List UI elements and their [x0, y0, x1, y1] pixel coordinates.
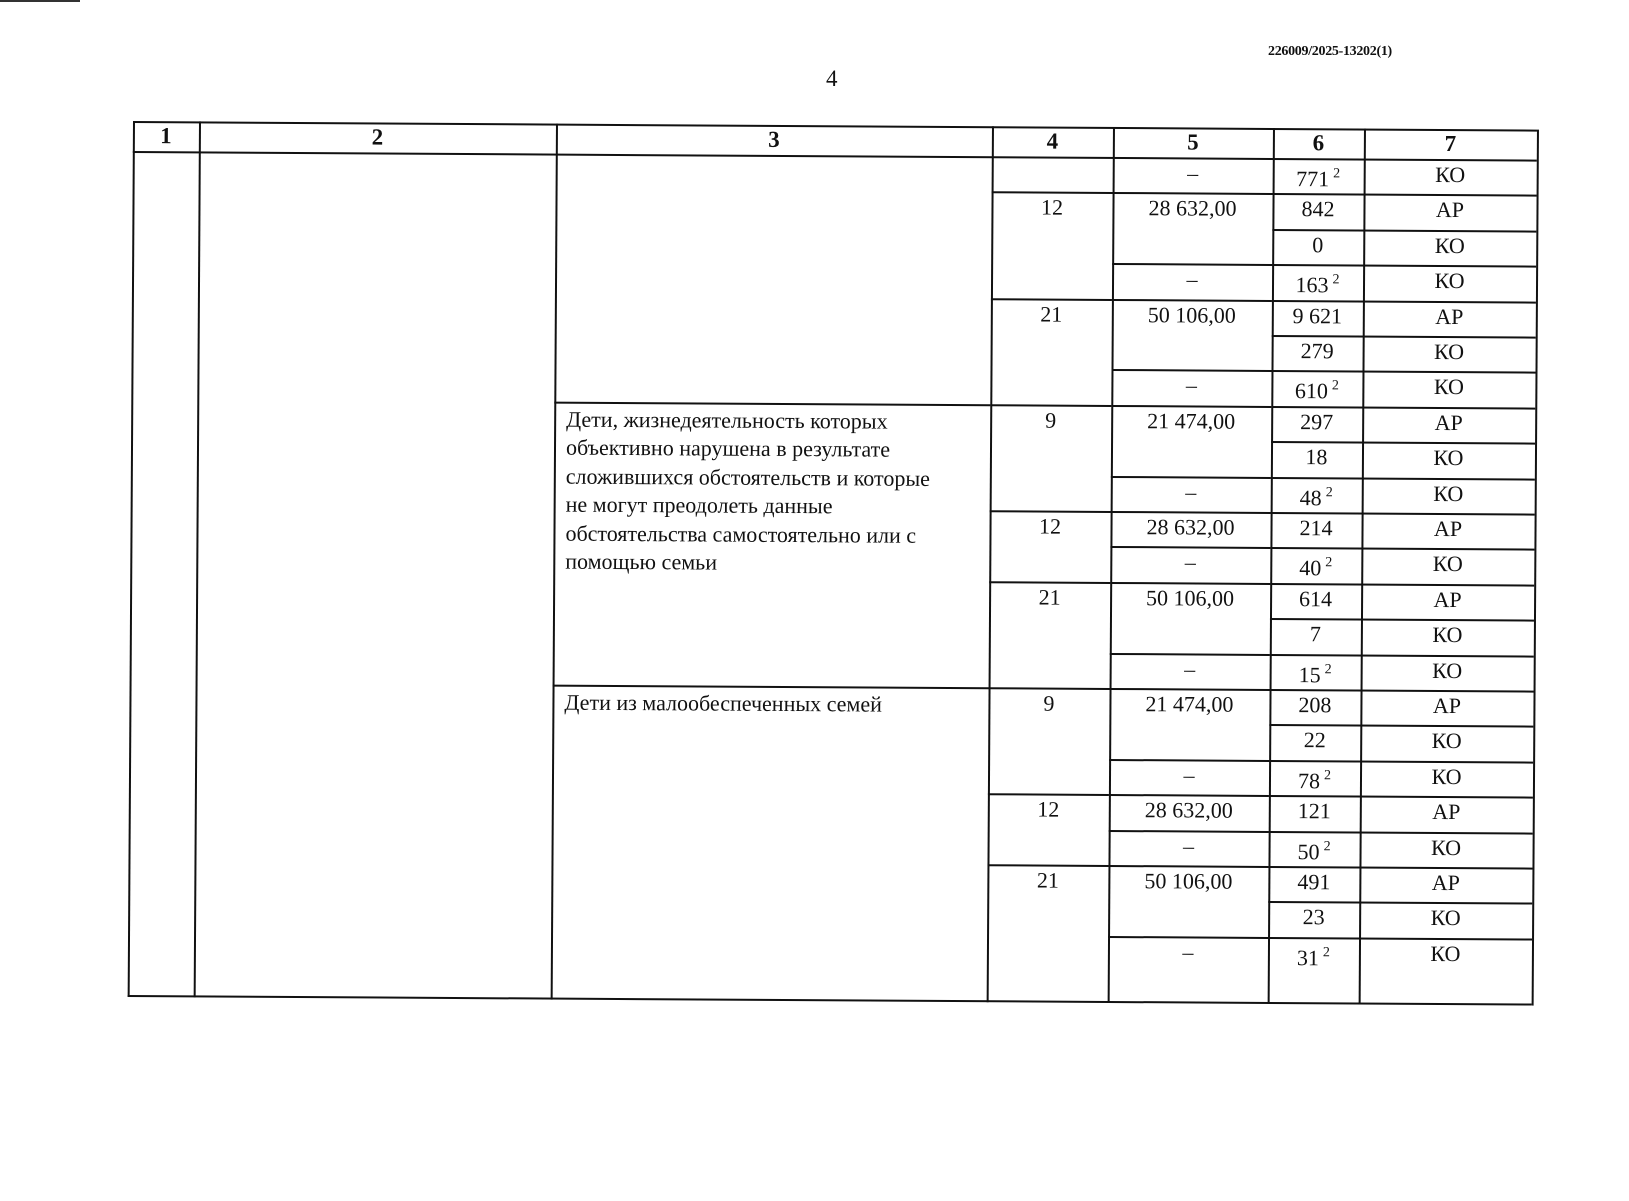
- footnote-ref: 2: [1332, 272, 1340, 288]
- count-value: 491: [1297, 869, 1331, 895]
- count-cell: [1272, 265, 1363, 301]
- code-cell: КО: [1431, 728, 1462, 754]
- count-value: 15: [1298, 661, 1321, 687]
- age-cell: 9: [1043, 690, 1055, 716]
- code-cell: АР: [1433, 586, 1462, 612]
- count-value: 23: [1302, 904, 1325, 930]
- footnote-ref: 2: [1331, 378, 1339, 394]
- amount-cell: 28 632,00: [1148, 195, 1237, 222]
- column-header-3: 3: [768, 126, 780, 152]
- code-cell: КО: [1432, 551, 1463, 577]
- footnote-ref: 2: [1325, 555, 1333, 571]
- count-cell: [1269, 761, 1360, 797]
- count-cell: [1270, 513, 1361, 544]
- count-cell: [1270, 548, 1361, 584]
- count-value: 78: [1297, 767, 1321, 794]
- footnote-ref: 2: [1324, 661, 1332, 677]
- amount-cell: –: [1182, 939, 1194, 965]
- count-value: 48: [1299, 484, 1322, 510]
- count-cell: [1272, 194, 1363, 225]
- count-cell: [1268, 867, 1359, 898]
- column-rule: [128, 121, 135, 997]
- footnote-ref: 2: [1322, 945, 1330, 961]
- code-cell: АР: [1435, 197, 1465, 223]
- count-cell: [1268, 902, 1359, 933]
- amount-cell: –: [1185, 372, 1197, 398]
- table-border-bottom: [128, 995, 1532, 1006]
- code-cell: АР: [1433, 515, 1463, 542]
- scan-corner-mark: [0, 0, 80, 2]
- code-cell: КО: [1434, 268, 1465, 294]
- count-value: 214: [1299, 515, 1333, 541]
- amount-cell: 50 106,00: [1146, 584, 1235, 611]
- age-cell: 21: [1038, 584, 1061, 610]
- amount-cell: –: [1186, 266, 1198, 292]
- code-cell: АР: [1432, 692, 1462, 719]
- count-cell: [1271, 478, 1362, 514]
- amount-cell: –: [1184, 656, 1196, 682]
- code-cell: КО: [1433, 374, 1464, 400]
- column-header-1: 1: [160, 123, 172, 149]
- column-header-7: 7: [1444, 131, 1457, 157]
- age-cell: 21: [1036, 867, 1059, 893]
- column-header-6: 6: [1312, 130, 1325, 156]
- code-cell: КО: [1432, 622, 1463, 648]
- count-value: 163: [1295, 272, 1329, 298]
- count-cell: [1270, 584, 1361, 615]
- count-value: 771: [1296, 166, 1330, 192]
- count-cell: [1273, 159, 1364, 195]
- page-number: 4: [826, 66, 838, 91]
- age-cell: 12: [1037, 796, 1060, 822]
- code-cell: КО: [1435, 161, 1466, 188]
- count-cell: [1272, 301, 1363, 332]
- footnote-ref: 2: [1325, 484, 1333, 500]
- code-cell: КО: [1433, 445, 1464, 471]
- code-cell: КО: [1430, 940, 1461, 966]
- count-cell: [1268, 832, 1359, 868]
- footnote-ref: 2: [1323, 768, 1332, 784]
- amount-cell: –: [1184, 549, 1196, 575]
- count-value: 208: [1298, 692, 1332, 718]
- footnote-ref: 2: [1333, 166, 1341, 182]
- count-value: 9 621: [1292, 302, 1343, 328]
- amount-cell: 21 474,00: [1145, 691, 1234, 717]
- age-cell: 12: [1038, 513, 1062, 539]
- count-value: 22: [1303, 727, 1326, 753]
- age-cell: 21: [1040, 301, 1063, 327]
- count-cell: [1272, 336, 1363, 367]
- count-cell: [1271, 442, 1362, 473]
- code-cell: АР: [1432, 799, 1461, 825]
- count-value: 610: [1294, 378, 1328, 404]
- column-header-2: 2: [371, 124, 384, 150]
- amount-cell: 50 106,00: [1144, 868, 1233, 894]
- count-cell: [1271, 371, 1362, 407]
- count-cell: [1269, 796, 1360, 827]
- code-cell: АР: [1435, 303, 1464, 329]
- count-cell: [1269, 725, 1360, 756]
- count-value: 279: [1300, 338, 1334, 364]
- code-cell: КО: [1432, 657, 1463, 683]
- amount-cell: –: [1185, 479, 1197, 505]
- count-value: 121: [1297, 798, 1331, 824]
- code-cell: КО: [1434, 232, 1465, 258]
- footnote-ref: 2: [1323, 838, 1331, 854]
- count-cell: [1272, 230, 1363, 261]
- count-value: 0: [1312, 232, 1324, 258]
- amount-cell: –: [1187, 160, 1199, 186]
- code-cell: КО: [1434, 338, 1465, 365]
- code-cell: АР: [1434, 409, 1463, 435]
- data-table: [127, 121, 1599, 1048]
- count-value: 31: [1296, 944, 1319, 971]
- count-value: 40: [1299, 555, 1322, 581]
- count-cell: [1271, 407, 1362, 438]
- column-rule: [551, 124, 558, 1000]
- amount-cell: 50 106,00: [1147, 301, 1236, 328]
- count-cell: [1270, 655, 1361, 691]
- code-cell: КО: [1431, 763, 1462, 789]
- amount-cell: –: [1183, 762, 1195, 788]
- code-cell: КО: [1430, 905, 1461, 931]
- count-value: 50: [1297, 838, 1320, 864]
- amount-cell: 28 632,00: [1146, 514, 1235, 540]
- code-cell: КО: [1433, 480, 1464, 506]
- count-value: 842: [1301, 196, 1335, 222]
- count-cell: [1268, 938, 1359, 974]
- count-value: 614: [1299, 585, 1333, 612]
- category-label: Дети из малообеспеченных семей: [564, 689, 883, 717]
- column-header-5: 5: [1187, 129, 1199, 155]
- age-cell: 9: [1045, 407, 1057, 433]
- amount-cell: 21 474,00: [1147, 407, 1236, 434]
- category-label: Дети, жизнедеятельность которых объективно нарушена в результате сложившихся обстоятельств и которые не могут преодолеть данные обстоятельства самостоятельно или с помощью семьи: [565, 406, 931, 575]
- count-value: 297: [1300, 408, 1334, 435]
- count-value: 7: [1309, 621, 1321, 647]
- count-cell: [1269, 690, 1360, 721]
- document-number: 226009/2025-13202(1): [1268, 44, 1392, 59]
- amount-cell: 28 632,00: [1144, 797, 1233, 823]
- code-cell: АР: [1431, 869, 1461, 896]
- count-value: 18: [1305, 444, 1328, 470]
- age-cell: 12: [1040, 194, 1064, 221]
- code-cell: КО: [1430, 834, 1462, 860]
- count-cell: [1270, 619, 1361, 650]
- amount-cell: –: [1183, 833, 1195, 859]
- column-header-4: 4: [1046, 128, 1059, 154]
- column-rule: [194, 121, 201, 997]
